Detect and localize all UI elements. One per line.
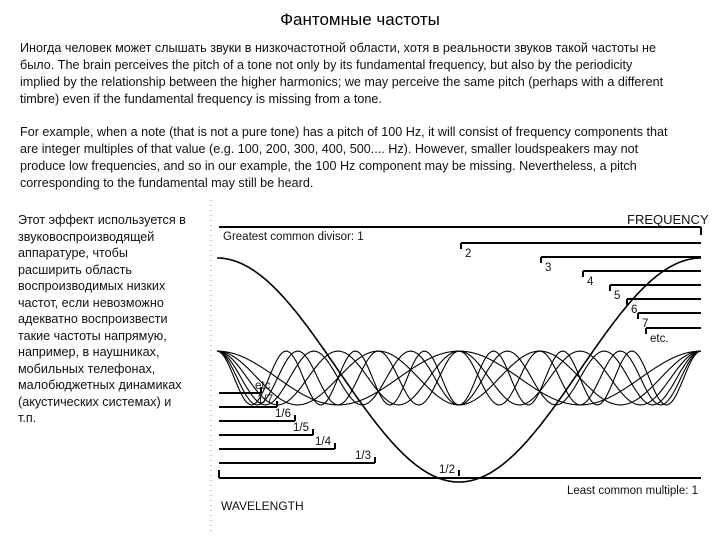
harmonic-steps (461, 243, 701, 345)
harmonics-diagram (205, 196, 715, 536)
wavelength-label: 1/6 (275, 408, 291, 420)
harmonic-label: 5 (614, 290, 621, 302)
wavelength-label: 1/5 (293, 422, 309, 434)
side-description: Этот эффект используется в звуковоспроизводящей аппаратуре, чтобы расширить область воспроизводимых низких частот, если невозможно адекватно воспроизвести такие частоты напрямую, например, в наушниках, мобильных телефонах, малобюджетных динамиках (акустических системах) и т.п. (18, 213, 186, 425)
wavelength-label: 1/2 (439, 464, 455, 476)
wavelength-label: 1/4 (315, 436, 331, 448)
harmonic-label: 2 (465, 248, 472, 260)
wavelength-bars (219, 380, 459, 476)
harmonic-label: 3 (545, 262, 552, 274)
intro-paragraph: Иногда человек может слышать звуки в низкочастотной области, хотя в реальности звуков такой частоты не было. The brain perceives the pitch of a tone not only by its fundamental frequency, but also by the periodicity implied by the relationship between the higher harmonics; we may perceive the same pitch (perhaps with a different timbre) even if the fundamental frequency is missing from a tone. (20, 41, 664, 106)
slide-title: Фантомные частоты (280, 10, 440, 29)
harmonic-label: 7 (642, 318, 649, 330)
lcm-label: Least common multiple: 1 (567, 485, 699, 497)
wavelength-label: WAVELENGTH (221, 499, 304, 513)
frequency-label: FREQUENCY (627, 212, 709, 227)
harmonic-wave-5 (217, 351, 701, 405)
gcd-label: Greatest common divisor: 1 (223, 231, 364, 243)
wavelength-label: 1/3 (355, 450, 371, 462)
harmonic-label: etc. (650, 333, 669, 345)
wavelength-label: etc (255, 380, 271, 392)
example-paragraph: For example, when a note (that is not a pure tone) has a pitch of 100 Hz, it will consist of frequency components that are integer multiples of that value (e.g. 100, 200, 300, 400, 500.... Hz). However, smaller loudspeakers may not produce low frequencies, and so in our example, the 100 Hz component may be missing. Nevertheless, a pitch corresponding to the fundamental may still be heard. (20, 125, 668, 190)
harmonic-label: 6 (631, 304, 638, 316)
harmonic-label: 4 (587, 276, 594, 288)
missing-fundamental-figure (205, 196, 715, 536)
wavelength-label: 1/7 (257, 394, 273, 406)
